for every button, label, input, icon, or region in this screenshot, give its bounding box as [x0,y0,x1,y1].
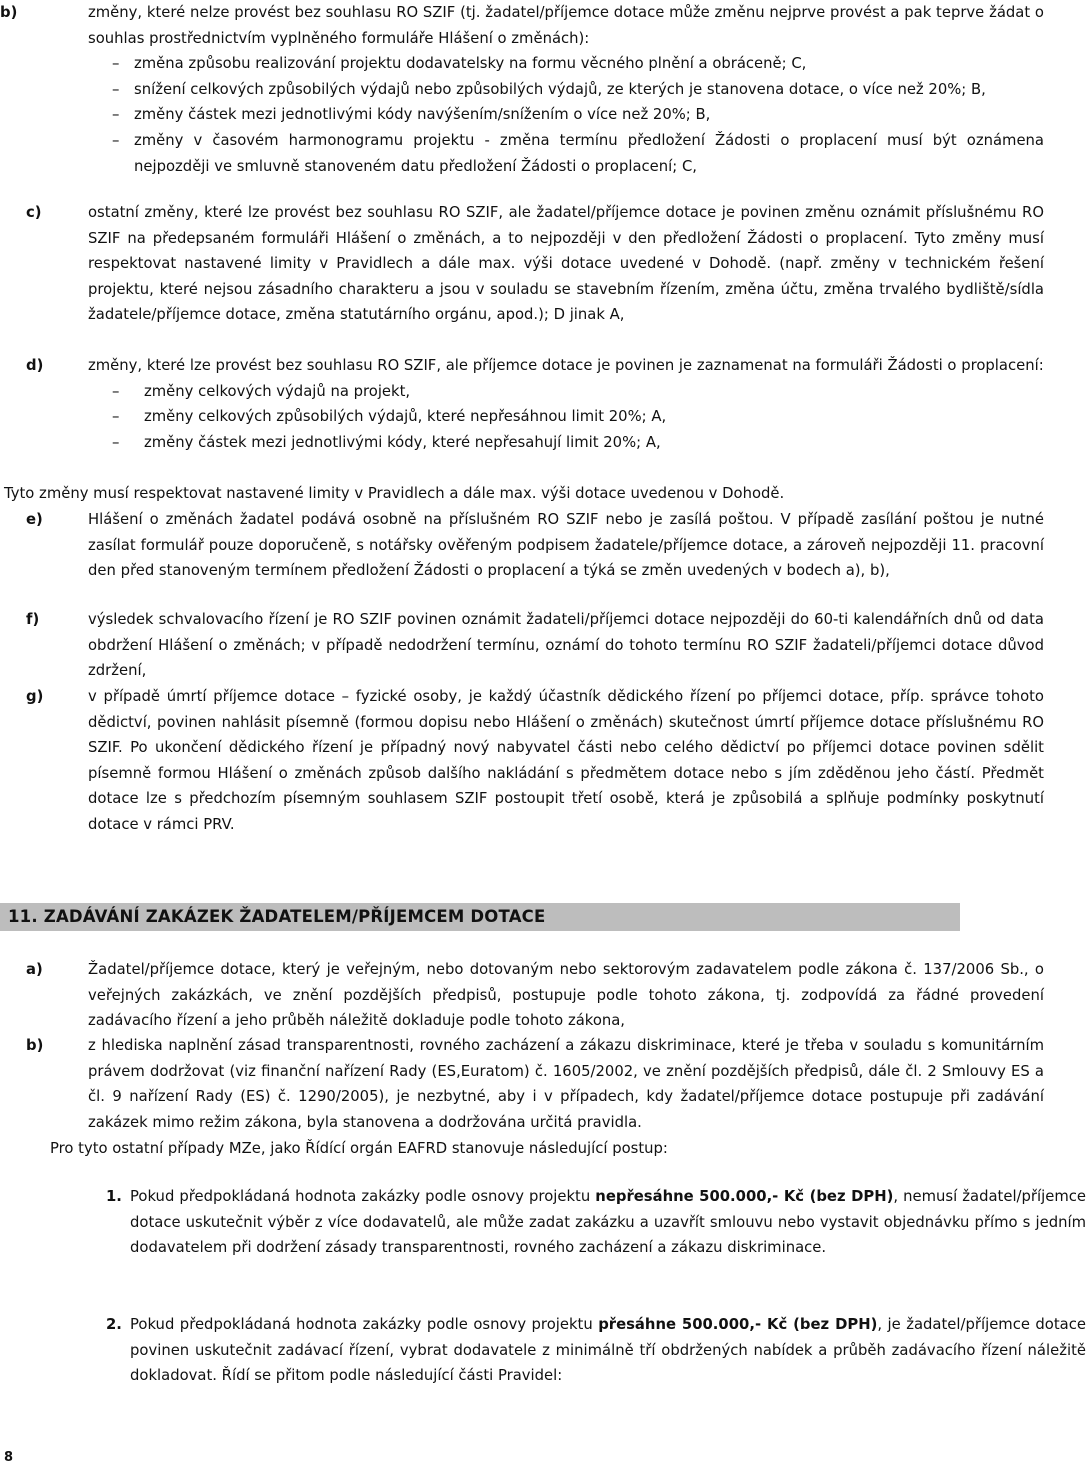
point-2-above-threshold [0,1312,1090,1389]
section-heading: 11. ZADÁVÁNÍ ZAKÁZEK ŽADATELEM/PŘÍJEMCEM DOTACE [0,903,960,931]
point-text-end: , nemusí žadatel/příjemce dotace uskutečnit výběr z více dodavatelů, ale může zadat zakázku a uzavřít smlouvu nebo vystavit objednávku přímo s jedním dodavatelem při dodržení zásady transparentnosti, rovného zacházení a zákazu diskriminace. [130,1188,1086,1257]
item-letter: d) [26,357,44,374]
item-text: změny, které lze provést bez souhlasu RO SZIF, ale příjemce dotace je povinen je zaznamenat na formuláři Žádosti o proplacení: [88,357,1044,374]
limits-note: Tyto změny musí respektovat nastavené limity v Pravidlech a dále max. výši dotace uvedenou v Dohodě. [4,485,785,502]
point-threshold: přesáhne 500.000,- Kč (bez DPH) [598,1316,878,1333]
item-b-transparency [0,1033,1048,1135]
item-text: Žadatel/příjemce dotace, který je veřejným, nebo dotovaným nebo sektorovým zadavatelem podle zákona č. 137/2006 Sb., o veřejných zakázkách, ve znění pozdějších předpisů, postupuje podle tohoto zákona, tj. zodpovídá za řádné provedení zadávacího řízení a jeho průběh náležitě dokladuje podle tohoto zákona, [88,961,1044,1030]
list-item: – změny celkových způsobilých výdajů, které nepřesáhnou limit 20%; A, [110,404,1044,430]
item-d-changes [0,353,1048,455]
point-text-start: Pokud předpokládaná hodnota zakázky podle osnovy projektu [130,1316,593,1333]
point-text-start: Pokud předpokládaná hodnota zakázky podle osnovy projektu [130,1188,591,1205]
item-text: výsledek schvalovacího řízení je RO SZIF povinen oznámit žadateli/příjemci dotace nejpozději do 60-ti kalendářních dnů od data obdržení Hlášení o změnách; v případě nedodržení termínu, oznámí do tohoto termínu RO SZIF žadateli/příjemci dotace důvod zdržení, [88,611,1044,680]
procedure-intro: Pro tyto ostatní případy MZe, jako Řídící orgán EAFRD stanovuje následující postup: [50,1140,668,1157]
point-number: 1. [106,1188,122,1205]
item-f-approval [0,607,1048,684]
point-number: 2. [106,1316,122,1333]
point-threshold: nepřesáhne 500.000,- Kč (bez DPH) [595,1188,894,1205]
item-letter: b) [0,4,18,21]
point-text-end: , je žadatel/příjemce dotace povinen uskutečnit zadávací řízení, vybrat dodavatele z minimálně tří obdržených nabídek a průběh zadávacího řízení náležitě dokladovat. Řídí se přitom podle následující části Pravidel: [130,1316,1086,1385]
item-letter: f) [26,611,40,628]
item-letter: g) [26,688,44,705]
bullet-list [110,379,1044,456]
item-letter: e) [26,511,43,528]
item-text: v případě úmrtí příjemce dotace – fyzické osoby, je každý účastník dědického řízení po příjemci dotace, příp. správce tohoto dědictví, povinen nahlásit písemně (formou dopisu nebo Hlášení o změnách) skutečnost úmrtí příjemce dotace příslušnému RO SZIF. Po ukončení dědického řízení je případný nový nabyvatel části nebo celého dědictví po příjemci dotace povinen sdělit písemně formou Hlášení o změnách způsob dalšího nakládání s předmětem dotace nebo s jím zděděnou jeho částí. Předmět dotace lze s předchozím písemným souhlasem SZIF postoupit třetí osobě, která je způsobilá a splňuje podmínky poskytnutí dotace v rámci PRV. [88,688,1044,833]
item-b-changes [0,0,1048,179]
item-letter: a) [26,961,43,978]
item-text: z hlediska naplnění zásad transparentnosti, rovného zacházení a zákazu diskriminace, které je třeba v souladu s komunitárním právem dodržovat (viz finanční nařízení Rady (ES,Euratom) č. 1605/2002, ve znění pozdějších předpisů, dále čl. 2 Smlouvy ES a čl. 9 nařízení Rady (ES) č. 1290/2005), je nezbytné, aby i v případech, kdy žadatel/příjemce dotace postupuje při zadávání zakázek mimo režim zákona, byla stanovena a dodržována určitá pravidla. [88,1037,1044,1131]
item-letter: c) [26,204,42,221]
list-item: – změny částek mezi jednotlivými kódy, které nepřesahují limit 20%; A, [110,430,1044,456]
item-text: Hlášení o změnách žadatel podává osobně na příslušném RO SZIF nebo je zasílá poštou. V případě zasílání poštou je nutné zasílat formulář pouze doporučeně, s notářsky ověřeným podpisem žadatele/příjemce dotace, a zároveň nejpozději 11. pracovní den před stanoveným termínem předložení Žádosti o proplacení a týká se změn uvedených v bodech a), b), [88,511,1044,580]
page-number: 8 [4,1450,14,1465]
list-item: – změny v časovém harmonogramu projektu - změna termínu předložení Žádosti o proplacení musí být oznámena nejpozději ve smluvně stanoveném datu předložení Žádosti o proplacení; C, [110,128,1044,179]
list-item: – snížení celkových způsobilých výdajů nebo způsobilých výdajů, ze kterých je stanovena dotace, o více než 20%; B, [110,77,1044,103]
item-e-reporting [0,507,1048,584]
list-item: – změny celkových výdajů na projekt, [110,379,1044,405]
item-g-death [0,684,1048,838]
list-item: – změny částek mezi jednotlivými kódy navýšením/snížením o více než 20%; B, [110,102,1044,128]
point-1-below-threshold [0,1184,1090,1261]
bullet-list [110,51,1044,179]
item-text: změny, které nelze provést bez souhlasu RO SZIF (tj. žadatel/příjemce dotace může změnu nejprve provést a pak teprve žádat o souhlas prostřednictvím vyplněného formuláře Hlášení o změnách): [88,4,1044,47]
item-a-public-contractor [0,957,1048,1034]
item-letter: b) [26,1037,44,1054]
item-text: ostatní změny, které lze provést bez souhlasu RO SZIF, ale žadatel/příjemce dotace je povinen změnu oznámit příslušnému RO SZIF na předepsaném formuláři Hlášení o změnách, a to nejpozději v den předložení Žádosti o proplacení. Tyto změny musí respektovat nastavené limity v Pravidlech a dále max. výši dotace uvedené v Dohodě. (např. změny v technickém řešení projektu, které nejsou zásadního charakteru a jsou v souladu se stavebním řízením, změna účtu, změna trvalého bydliště/sídla žadatele/příjemce dotace, změna statutárního orgánu, apod.); D jinak A, [88,204,1044,324]
item-c-changes [0,200,1048,328]
list-item: – změna způsobu realizování projektu dodavatelsky na formu věcného plnění a obráceně; C, [110,51,1044,77]
